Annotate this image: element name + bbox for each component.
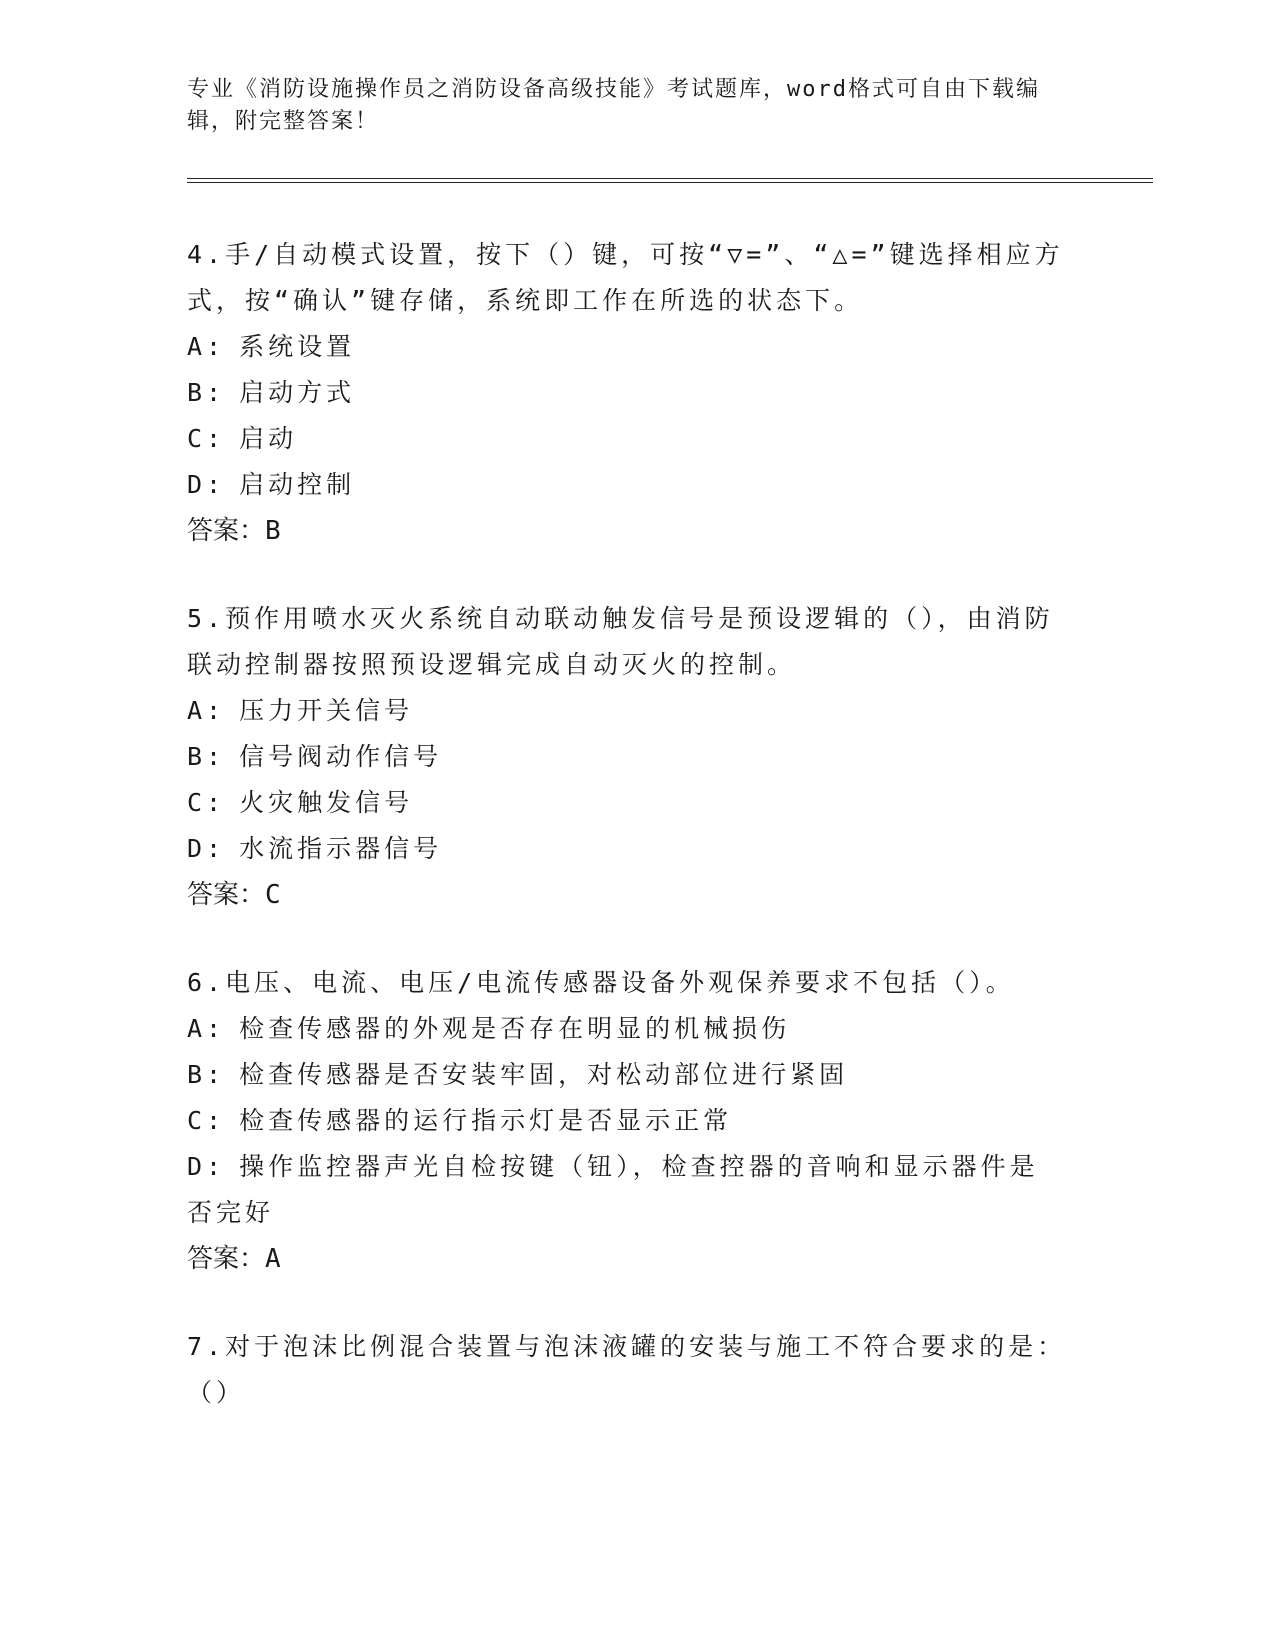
option-b (187, 734, 1067, 780)
option-text: 检查传感器是否安装牢固，对松动部位进行紧固 (239, 1060, 849, 1089)
question-stem: 7.对于泡沫比例混合装置与泡沫液罐的安装与施工不符合要求的是：（） (187, 1332, 1067, 1407)
option-text: 水流指示器信号 (239, 834, 443, 863)
answer-line (187, 872, 1067, 918)
question-stem: 4.手/自动模式设置，按下（）键，可按“▽=”、“△=”键选择相应方式，按“确认”键存储，系统即工作在所选的状态下。 (187, 240, 1064, 315)
question-6 (187, 960, 1067, 1282)
option-letter: C: (187, 1106, 226, 1135)
option-text: 压力开关信号 (239, 696, 414, 725)
option-d (187, 826, 1067, 872)
option-text: 操作监控器声光自检按键（钮），检查控器的音响和显示器件是否完好 (187, 1152, 1039, 1227)
question-7 (187, 1324, 1067, 1416)
option-text: 启动方式 (239, 378, 356, 407)
option-text: 信号阀动作信号 (239, 742, 443, 771)
option-c (187, 416, 1067, 462)
option-letter: C: (187, 788, 226, 817)
answer-value: B (265, 516, 281, 546)
answer-label: 答案： (187, 516, 266, 546)
option-text: 启动 (239, 424, 298, 453)
option-c (187, 780, 1067, 826)
answer-value: C (265, 880, 281, 910)
option-letter: B: (187, 378, 226, 407)
question-stem: 6.电压、电流、电压/电流传感器设备外观保养要求不包括（）。 (187, 968, 1015, 997)
option-c (187, 1098, 1067, 1144)
question-list (187, 232, 1067, 1458)
option-text: 检查传感器的运行指示灯是否显示正常 (239, 1106, 733, 1135)
question-5 (187, 596, 1067, 918)
answer-line (187, 1236, 1067, 1282)
option-letter: A: (187, 332, 226, 361)
option-letter: B: (187, 1060, 226, 1089)
option-b (187, 370, 1067, 416)
option-letter: D: (187, 1152, 226, 1181)
option-letter: A: (187, 696, 226, 725)
option-letter: C: (187, 424, 226, 453)
answer-value: A (265, 1244, 281, 1274)
option-d (187, 462, 1067, 508)
answer-label: 答案： (187, 1244, 266, 1274)
option-text: 启动控制 (239, 470, 356, 499)
option-letter: D: (187, 834, 226, 863)
option-text: 火灾触发信号 (239, 788, 414, 817)
document-header: 专业《消防设施操作员之消防设备高级技能》考试题库，word格式可自由下载编辑，附完整答案！ (187, 77, 1040, 134)
option-text: 系统设置 (239, 332, 356, 361)
option-letter: B: (187, 742, 226, 771)
question-4 (187, 232, 1067, 554)
option-a (187, 1006, 1067, 1052)
option-a (187, 688, 1067, 734)
option-letter: A: (187, 1014, 226, 1043)
header-divider (187, 178, 1153, 183)
option-text: 检查传感器的外观是否存在明显的机械损伤 (239, 1014, 791, 1043)
answer-line (187, 508, 1067, 554)
option-d (187, 1144, 1067, 1236)
option-b (187, 1052, 1067, 1098)
question-stem: 5.预作用喷水灭火系统自动联动触发信号是预设逻辑的（），由消防联动控制器按照预设逻辑完成自动灭火的控制。 (187, 604, 1054, 679)
answer-label: 答案： (187, 880, 266, 910)
option-a (187, 324, 1067, 370)
option-letter: D: (187, 470, 226, 499)
